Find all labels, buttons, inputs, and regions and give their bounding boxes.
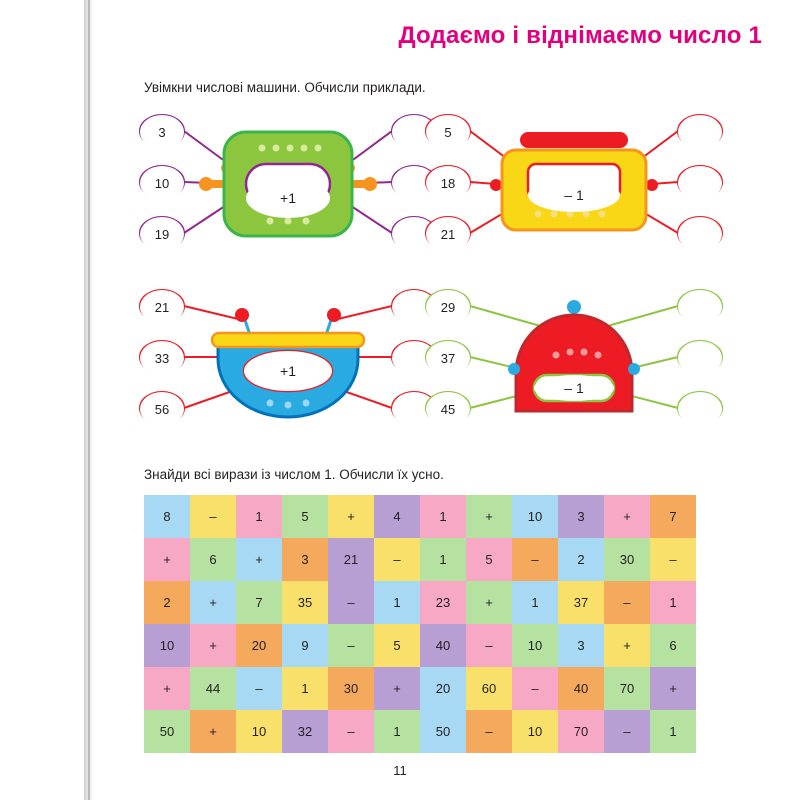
grid-cell[interactable]: + — [144, 538, 190, 581]
machine-red-operation: – 1 — [534, 375, 614, 401]
grid-cell[interactable]: – — [328, 710, 374, 753]
grid-cell[interactable]: 50 — [420, 710, 466, 753]
grid-cell[interactable]: + — [466, 495, 512, 538]
grid-cell[interactable]: 10 — [144, 624, 190, 667]
machine-red-answer-1[interactable] — [678, 290, 722, 324]
grid-cell[interactable]: 32 — [282, 710, 328, 753]
machine-blue-input-2: 33 — [140, 341, 184, 375]
grid-cell[interactable]: – — [466, 624, 512, 667]
page-binding-line — [88, 0, 90, 800]
grid-cell[interactable]: 23 — [420, 581, 466, 624]
grid-cell[interactable]: 1 — [374, 710, 420, 753]
machine-red-answer-2[interactable] — [678, 341, 722, 375]
grid-cell[interactable]: 5 — [374, 624, 420, 667]
grid-cell[interactable]: – — [604, 581, 650, 624]
grid-cell[interactable]: – — [512, 667, 558, 710]
grid-cell[interactable]: – — [466, 710, 512, 753]
machine-yellow-input-1: 5 — [426, 115, 470, 149]
grid-cell[interactable]: – — [190, 495, 236, 538]
grid-cell[interactable]: 1 — [282, 667, 328, 710]
grid-cell[interactable]: + — [144, 667, 190, 710]
page-content — [94, 0, 800, 800]
grid-cell[interactable]: 6 — [650, 624, 696, 667]
grid-cell[interactable]: 6 — [190, 538, 236, 581]
grid-cell[interactable]: 44 — [190, 667, 236, 710]
grid-cell[interactable]: + — [604, 624, 650, 667]
grid-cell[interactable]: 60 — [466, 667, 512, 710]
instruction-grid: Знайди всі вирази із числом 1. Обчисли їх усно. — [144, 467, 444, 482]
machine-green-input-2: 10 — [140, 166, 184, 200]
grid-cell[interactable]: – — [236, 667, 282, 710]
grid-cell[interactable]: + — [190, 624, 236, 667]
grid-cell[interactable]: 7 — [650, 495, 696, 538]
machine-red-answer-3[interactable] — [678, 392, 722, 426]
machine-red — [424, 283, 724, 443]
grid-cell[interactable]: + — [190, 581, 236, 624]
machine-red-input-3: 45 — [426, 392, 470, 426]
machine-green-input-3: 19 — [140, 217, 184, 251]
machine-yellow-answer-2[interactable] — [678, 166, 722, 200]
machine-yellow — [424, 108, 724, 268]
grid-cell[interactable]: 70 — [604, 667, 650, 710]
grid-cell[interactable]: 35 — [282, 581, 328, 624]
grid-cell[interactable]: – — [374, 538, 420, 581]
grid-cell[interactable]: 40 — [420, 624, 466, 667]
machine-green-operation: +1 — [246, 178, 330, 218]
grid-cell[interactable]: 40 — [558, 667, 604, 710]
grid-cell[interactable]: – — [650, 538, 696, 581]
grid-cell[interactable]: 7 — [236, 581, 282, 624]
machine-yellow-answer-3[interactable] — [678, 217, 722, 251]
machine-yellow-answer-1[interactable] — [678, 115, 722, 149]
grid-cell[interactable]: 3 — [558, 495, 604, 538]
grid-cell[interactable]: – — [604, 710, 650, 753]
grid-cell[interactable]: 37 — [558, 581, 604, 624]
grid-cell[interactable]: 1 — [420, 495, 466, 538]
grid-cell[interactable]: 2 — [558, 538, 604, 581]
grid-cell[interactable]: + — [604, 495, 650, 538]
machine-blue-input-1: 21 — [140, 290, 184, 324]
grid-cell[interactable]: + — [236, 538, 282, 581]
grid-cell[interactable]: 20 — [420, 667, 466, 710]
machine-yellow-input-2: 18 — [426, 166, 470, 200]
machine-green-input-1: 3 — [140, 115, 184, 149]
grid-cell[interactable]: 10 — [512, 624, 558, 667]
grid-cell[interactable]: 10 — [512, 710, 558, 753]
page-binding-edge — [0, 0, 88, 800]
grid-cell[interactable]: 1 — [650, 581, 696, 624]
grid-cell[interactable]: + — [374, 667, 420, 710]
machine-blue-operation: +1 — [244, 351, 332, 391]
grid-cell[interactable]: 21 — [328, 538, 374, 581]
machine-blue — [138, 283, 438, 443]
grid-cell[interactable]: 10 — [512, 495, 558, 538]
grid-cell[interactable]: 30 — [328, 667, 374, 710]
grid-cell[interactable]: 5 — [282, 495, 328, 538]
grid-cell[interactable]: 3 — [282, 538, 328, 581]
machine-green — [138, 108, 438, 268]
grid-cell[interactable]: 1 — [512, 581, 558, 624]
instruction-machines: Увімкни числові машини. Обчисли приклади. — [144, 80, 426, 95]
grid-cell[interactable]: 2 — [144, 581, 190, 624]
page-title: Додаємо і віднімаємо число 1 — [398, 22, 762, 49]
grid-cell[interactable]: 8 — [144, 495, 190, 538]
machine-red-input-2: 37 — [426, 341, 470, 375]
grid-cell[interactable]: 5 — [466, 538, 512, 581]
grid-cell[interactable]: – — [328, 581, 374, 624]
grid-cell[interactable]: 50 — [144, 710, 190, 753]
machine-red-input-1: 29 — [426, 290, 470, 324]
grid-cell[interactable]: 9 — [282, 624, 328, 667]
grid-cell[interactable]: + — [190, 710, 236, 753]
grid-cell[interactable]: 70 — [558, 710, 604, 753]
grid-cell[interactable]: – — [512, 538, 558, 581]
grid-cell[interactable]: + — [466, 581, 512, 624]
grid-cell[interactable]: + — [328, 495, 374, 538]
grid-cell[interactable]: 1 — [650, 710, 696, 753]
grid-cell[interactable]: – — [328, 624, 374, 667]
grid-cell[interactable]: + — [650, 667, 696, 710]
page-number: 11 — [393, 763, 407, 778]
grid-cell[interactable]: 1 — [420, 538, 466, 581]
machine-yellow-input-3: 21 — [426, 217, 470, 251]
machine-yellow-operation: – 1 — [528, 178, 620, 212]
grid-cell[interactable]: 10 — [236, 710, 282, 753]
machine-blue-input-3: 56 — [140, 392, 184, 426]
grid-cell[interactable]: 3 — [558, 624, 604, 667]
grid-cell[interactable]: 1 — [374, 581, 420, 624]
expression-grid — [144, 495, 696, 753]
grid-cell[interactable]: 4 — [374, 495, 420, 538]
grid-cell[interactable]: 20 — [236, 624, 282, 667]
grid-cell[interactable]: 1 — [236, 495, 282, 538]
grid-cell[interactable]: 30 — [604, 538, 650, 581]
